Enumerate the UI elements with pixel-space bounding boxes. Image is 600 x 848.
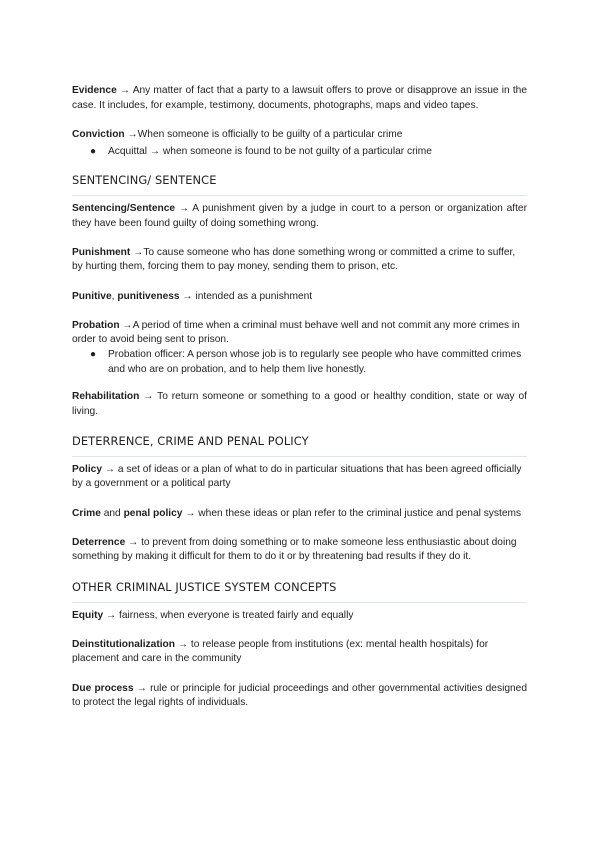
term-punishment: Punishment: [72, 246, 131, 258]
probation-sublist: [72, 348, 527, 377]
definition-deinstitutionalization: → to release people from institutions (ex: mental health hospitals) for placement and care in the community: [72, 638, 489, 665]
term-evidence: Evidence: [72, 85, 117, 96]
term-deterrence: Deterrence: [72, 536, 126, 548]
term-separator: and: [100, 507, 124, 519]
entry-conviction: [72, 128, 527, 143]
list-item-text: Acquittal → when someone is found to be not guilty of a particular crime: [108, 146, 432, 158]
term-equity: Equity: [72, 609, 104, 621]
definition-deterrence: → to prevent from doing something or to make someone less enthusiastic about doing something by making it difficult for them to do it or by threatening bad results if they do it.: [72, 536, 517, 563]
entry-due-process: [72, 682, 527, 711]
definition-crime-penal-policy: → when these ideas or plan refer to the criminal justice and penal systems: [182, 507, 522, 519]
entry-deinstitutionalization: [72, 638, 527, 667]
conviction-sublist: [72, 145, 527, 160]
term-crime: Crime: [72, 507, 101, 519]
definition-punishment: →To cause someone who has done something wrong or committed a crime to suffer, by hurting them, forcing them to pay money, sending them to prison, etc.: [72, 246, 516, 273]
entry-punishment: [72, 246, 527, 275]
section-heading-deterrence: DETERRENCE, CRIME AND PENAL POLICY: [72, 434, 527, 457]
bullet-icon: ●: [90, 348, 97, 360]
definition-evidence: → Any matter of fact that a party to a lawsuit offers to prove or disapprove an issue in the case. It includes, for example, testimony, documents, photographs, maps and video tapes.: [72, 85, 527, 111]
entry-evidence: [72, 84, 527, 113]
definition-punitive: → intended as a punishment: [179, 290, 313, 302]
list-item: [90, 348, 527, 377]
entry-rehabilitation: [72, 390, 527, 419]
term-due-process: Due process: [72, 682, 134, 694]
entry-crime-penal-policy: [72, 507, 527, 522]
entry-probation: [72, 319, 527, 348]
term-probation: Probation: [72, 319, 120, 331]
term-punitive: Punitive: [72, 290, 112, 302]
entry-equity: [72, 609, 527, 624]
term-deinstitutionalization: Deinstitutionalization: [72, 638, 176, 650]
term-conviction: Conviction: [72, 128, 125, 140]
section-heading-other-concepts: OTHER CRIMINAL JUSTICE SYSTEM CONCEPTS: [72, 580, 527, 603]
term-rehabilitation: Rehabilitation: [72, 391, 140, 403]
term-policy: Policy: [72, 463, 103, 475]
document-page: [72, 84, 527, 725]
definition-equity: → fairness, when everyone is treated fairly and equally: [103, 609, 354, 621]
entry-deterrence: [72, 536, 527, 565]
list-item-text: Probation officer: A person whose job is to regularly see people who have committed crimes and who are on probation, and to help them live honestly.: [108, 348, 522, 375]
definition-policy: → a set of ideas or a plan of what to do in particular situations that has been agreed officially by a government or a political party: [72, 463, 522, 490]
term-penal-policy: penal policy: [123, 507, 183, 519]
entry-punitive: [72, 290, 527, 305]
section-heading-sentencing: SENTENCING/ SENTENCE: [72, 173, 527, 196]
definition-probation: →A period of time when a criminal must behave well and not commit any more crimes in order to avoid being sent to prison.: [72, 319, 520, 346]
bullet-icon: ●: [90, 146, 97, 158]
definition-sentencing: → A punishment given by a judge in court to a person or organization after they have been found guilty of doing something wrong.: [72, 202, 527, 229]
list-item: [90, 145, 527, 160]
entry-policy: [72, 463, 527, 492]
definition-rehabilitation: → To return someone or something to a good or healthy condition, state or way of living.: [72, 391, 527, 417]
definition-due-process: → rule or principle for judicial proceedings and other governmental activities designed to protect the legal rights of individuals.: [72, 682, 527, 709]
definition-conviction: →When someone is officially to be guilty of a particular crime: [124, 128, 403, 140]
term-sentencing: Sentencing/Sentence: [72, 202, 176, 214]
term-punitiveness: punitiveness: [117, 290, 180, 302]
entry-sentencing: [72, 202, 527, 231]
term-separator: ,: [111, 290, 118, 302]
